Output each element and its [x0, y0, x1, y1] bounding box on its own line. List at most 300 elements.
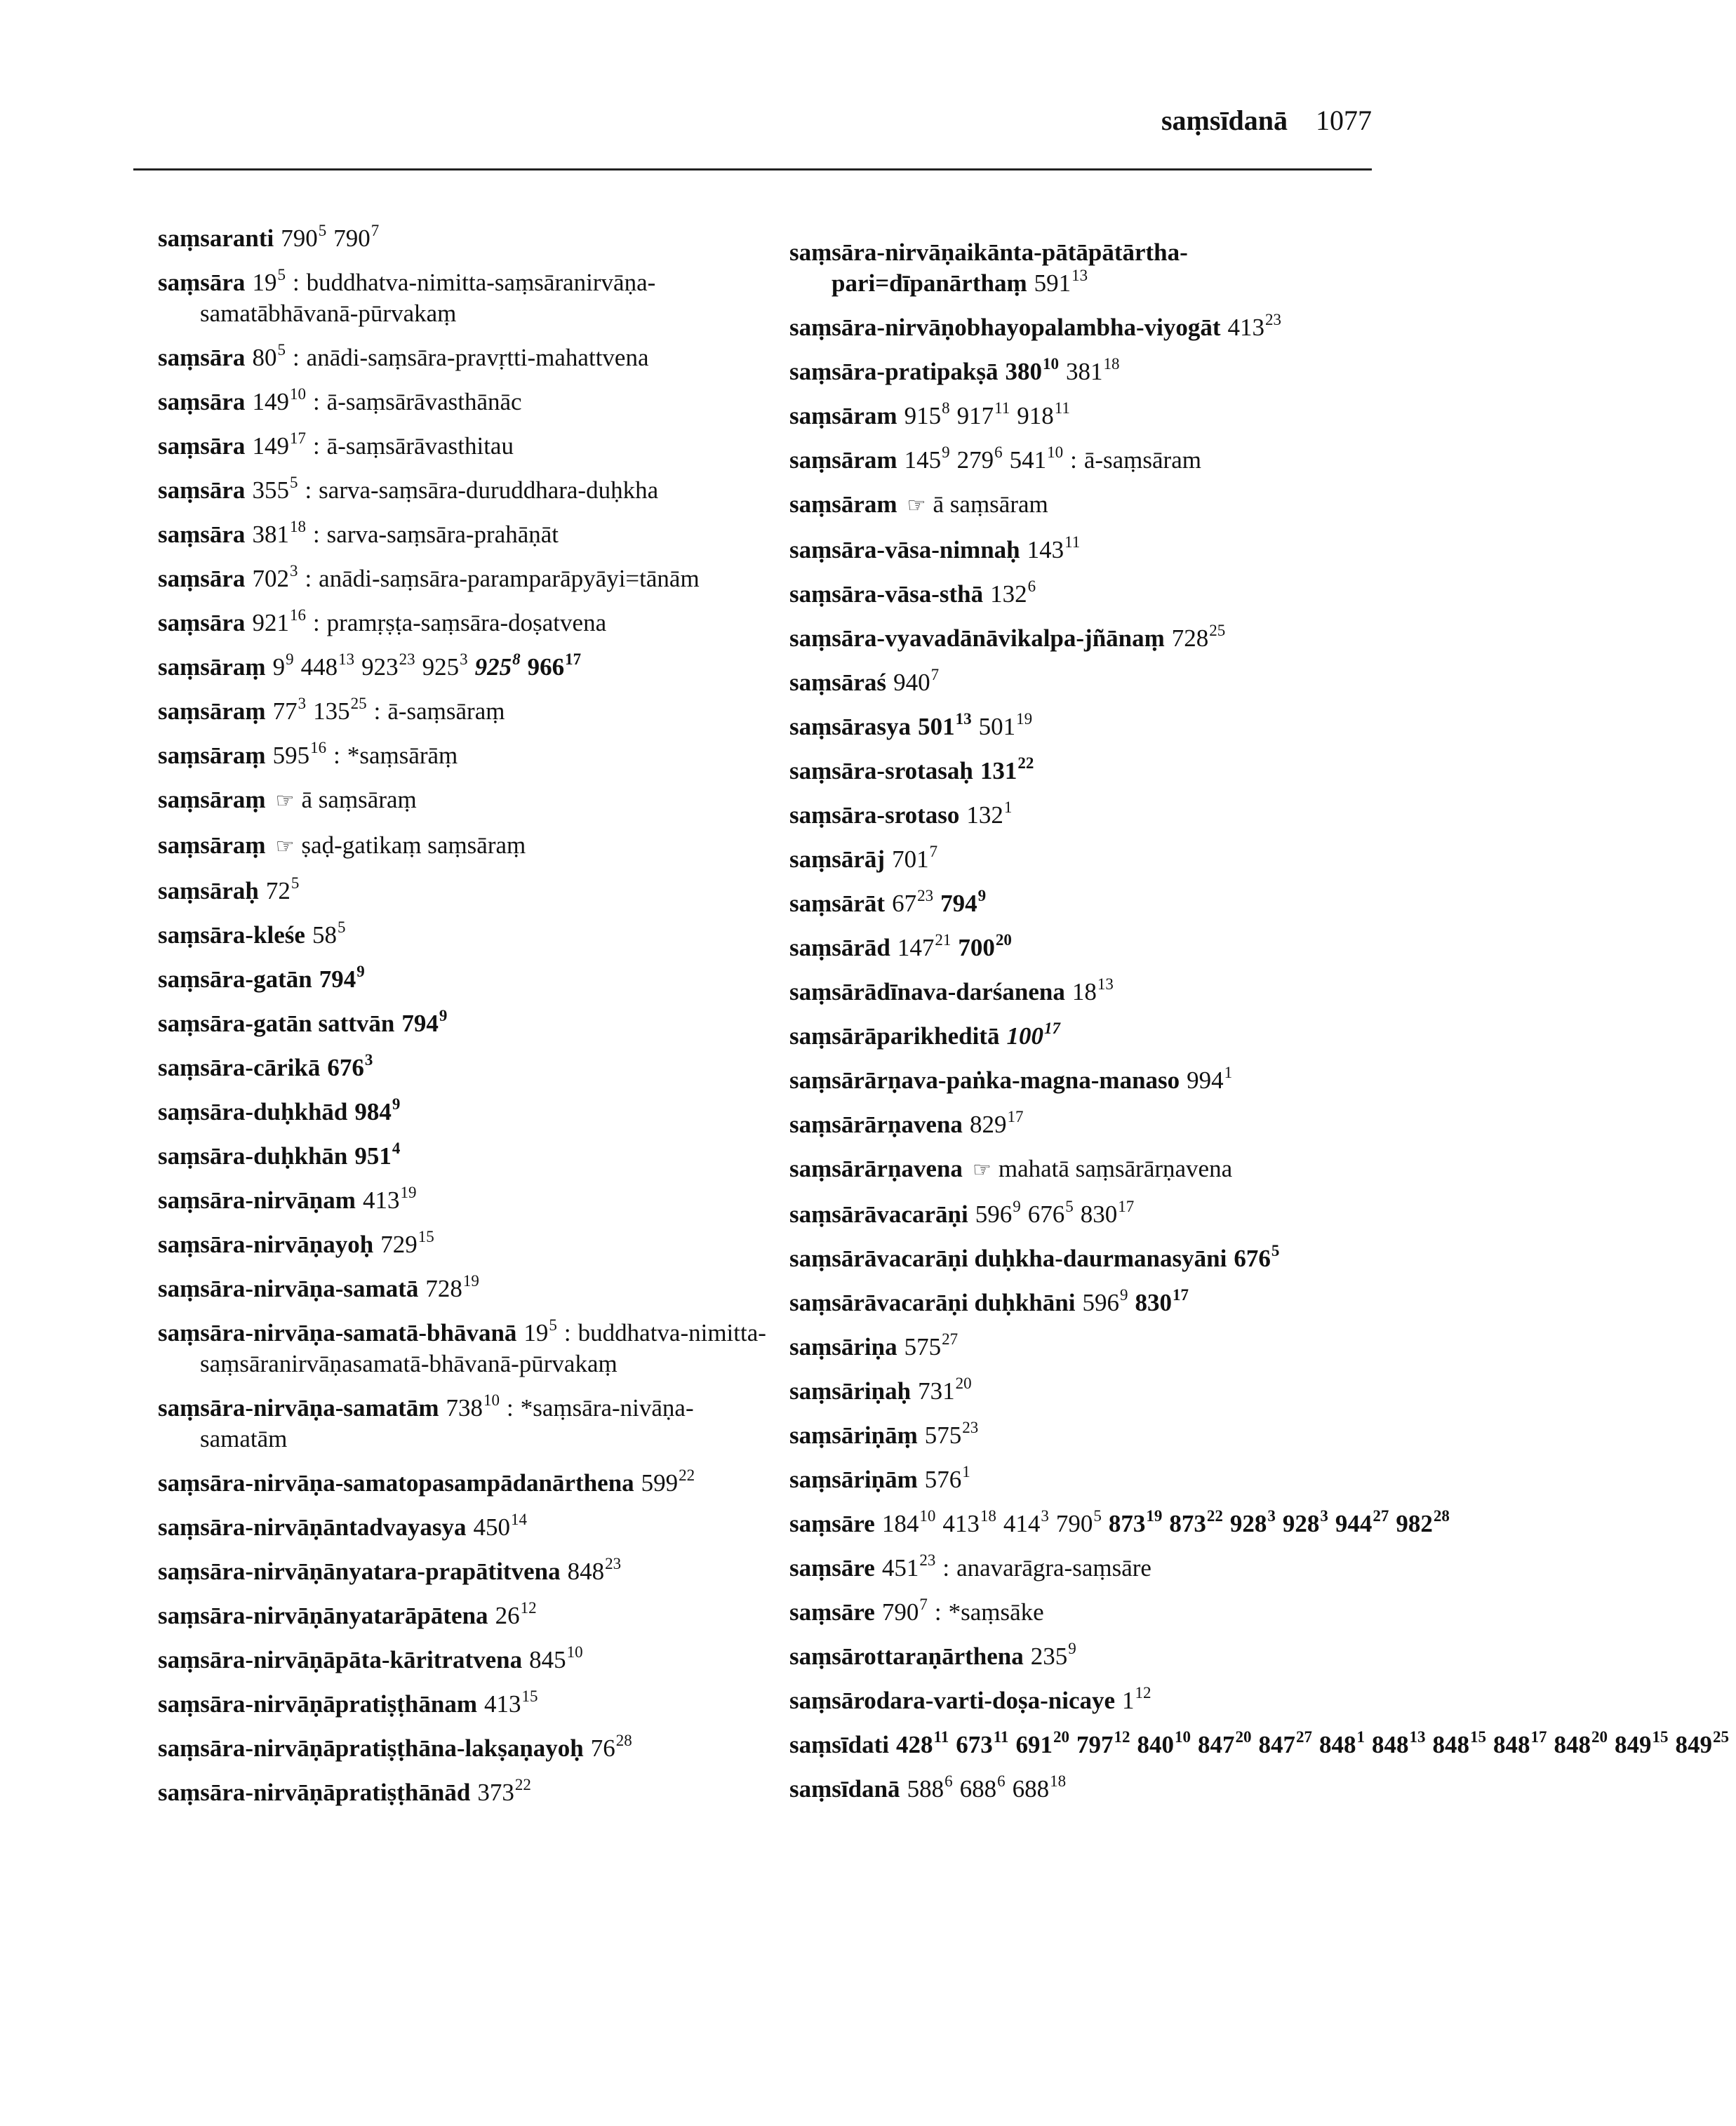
page-reference	[313, 697, 367, 725]
entry-context: *saṃsāra-nivāṇa-samatām	[200, 1394, 694, 1452]
page-number-ref: 131	[980, 757, 1017, 784]
entry-headword: saṃsāraṃ	[158, 742, 266, 769]
page-reference	[1197, 1728, 1252, 1758]
line-number-ref: 1	[1356, 1728, 1365, 1746]
pointing-hand-icon: ☞	[907, 494, 926, 517]
index-entry	[158, 1273, 775, 1304]
page-reference	[591, 1734, 632, 1762]
colon-separator: :	[305, 476, 312, 504]
line-number-ref: 6	[994, 443, 1003, 461]
pointing-hand-icon: ☞	[972, 1158, 991, 1182]
line-number-ref: 8	[512, 650, 521, 668]
entry-headword: saṃsārād	[789, 934, 890, 961]
index-entry	[789, 1288, 1414, 1318]
line-number-ref: 1	[962, 1463, 970, 1480]
cross-reference: ā saṃsāram	[933, 490, 1048, 518]
page-reference	[881, 1551, 936, 1582]
page-reference	[1108, 1507, 1163, 1537]
line-number-ref: 7	[919, 1596, 928, 1613]
index-entry	[158, 608, 775, 639]
entry-headword: saṃsāra-nirvāṇam	[158, 1186, 356, 1214]
entry-references	[892, 887, 993, 917]
page-number-ref: 596	[1082, 1289, 1119, 1316]
entry-context: ā-saṃsārāvasthitau	[326, 432, 514, 460]
entry-headword: saṃsāra-vyavadānāvikalpa-jñānaṃ	[789, 624, 1165, 652]
page-reference	[495, 1599, 537, 1629]
entry-references	[252, 429, 313, 460]
entry-references	[327, 1051, 380, 1081]
index-entry	[158, 1645, 775, 1676]
left-column	[158, 223, 775, 1821]
page-reference	[327, 1051, 373, 1081]
entry-headword: saṃsīdati	[789, 1731, 889, 1758]
page-number-ref: 18	[1071, 978, 1097, 1005]
cross-reference: ā saṃsāraṃ	[301, 786, 417, 813]
entry-headword: saṃsāra-nirvāṇānyatara-prapātitvena	[158, 1558, 561, 1585]
index-entry	[789, 535, 1414, 566]
page-reference	[1493, 1728, 1547, 1758]
page-reference	[527, 650, 582, 681]
page-reference	[252, 562, 298, 592]
entry-headword: saṃsāra-nirvāṇa-samatā	[158, 1275, 419, 1302]
entry-references	[892, 845, 944, 873]
index-entry	[158, 1733, 775, 1764]
page-number-ref: 790	[333, 225, 370, 252]
page-number-ref: 940	[893, 669, 930, 696]
page-number-ref: 728	[1171, 624, 1209, 652]
page-number-ref: 588	[907, 1775, 944, 1803]
line-number-ref: 13	[1071, 267, 1088, 284]
index-entry	[158, 1141, 775, 1172]
page-number-ref: 845	[529, 1646, 566, 1673]
page-number-ref: 9	[272, 653, 286, 681]
page-number-ref: 794	[401, 1010, 439, 1037]
page-number-ref: 67	[892, 890, 917, 917]
colon-separator: :	[312, 609, 320, 636]
page-number-ref: 147	[897, 934, 935, 961]
index-entry	[158, 563, 775, 594]
entry-references	[918, 1377, 979, 1405]
entry-references	[1227, 311, 1289, 341]
entry-headword: saṃsāram	[789, 402, 897, 429]
line-number-ref: 27	[1295, 1728, 1312, 1746]
page-reference	[892, 887, 934, 917]
index-entry	[158, 740, 775, 771]
line-number-ref: 22	[679, 1466, 695, 1484]
index-entry	[789, 445, 1414, 476]
entry-references	[363, 1186, 424, 1214]
entry-headword: saṃsāra-srotaso	[789, 801, 960, 829]
entry-references	[401, 1007, 454, 1037]
page-number-ref: 76	[590, 1734, 615, 1762]
entry-headword: saṃsārāj	[789, 845, 886, 873]
entry-references	[591, 1734, 639, 1762]
page-reference	[265, 874, 300, 904]
entry-context: ā-saṃsārāvasthānāc	[326, 388, 522, 415]
line-number-ref: 17	[565, 650, 582, 668]
index-entry	[789, 1553, 1414, 1584]
entry-references	[495, 1599, 544, 1629]
entry-references	[882, 1598, 935, 1626]
page-reference	[252, 606, 306, 636]
index-entry	[789, 977, 1414, 1008]
page-reference	[940, 887, 987, 917]
page-reference	[1335, 1507, 1389, 1537]
entry-headword: saṃsāraś	[789, 669, 887, 696]
page-number-ref: 575	[904, 1333, 942, 1360]
line-number-ref: 19	[400, 1184, 417, 1201]
page-number-ref: 918	[1017, 402, 1054, 429]
index-entry	[789, 1597, 1414, 1628]
page-reference	[252, 429, 306, 460]
page-number-ref: 848	[1554, 1731, 1591, 1758]
index-entry	[789, 1154, 1414, 1186]
entry-references	[477, 1776, 538, 1806]
line-number-ref: 13	[955, 710, 972, 728]
entry-references	[895, 1728, 1736, 1758]
line-number-ref: 15	[521, 1687, 538, 1705]
entry-headword: saṃsāriṇāṃ	[789, 1422, 918, 1449]
page-number-ref: 848	[567, 1558, 605, 1585]
entry-references	[319, 965, 372, 993]
index-entry	[158, 1008, 775, 1039]
line-number-ref: 19	[1146, 1507, 1163, 1525]
line-number-ref: 18	[980, 1507, 996, 1525]
page-number-ref: 849	[1614, 1731, 1652, 1758]
page-number-ref: 676	[327, 1054, 364, 1081]
entry-headword: saṃsārāvacarāṇi duḥkha-daurmanasyāni	[789, 1245, 1227, 1272]
page-number-ref: 848	[1493, 1731, 1530, 1758]
entry-references	[897, 931, 1019, 961]
entry-references	[975, 1198, 1142, 1228]
index-entry	[789, 312, 1414, 343]
line-number-ref: 20	[1235, 1728, 1252, 1746]
page-number-ref: 381	[252, 521, 289, 548]
page-number-ref: 184	[881, 1510, 919, 1537]
page-number-ref: 448	[300, 653, 338, 681]
entry-headword: saṃsāriṇām	[789, 1466, 918, 1493]
page-reference	[1055, 1507, 1102, 1537]
page-number: 1077	[1316, 105, 1372, 136]
page-number-ref: 928	[1229, 1510, 1267, 1537]
index-entry	[789, 1332, 1414, 1363]
page-number-ref: 450	[473, 1513, 510, 1541]
index-entry	[158, 475, 775, 506]
page-reference	[252, 518, 306, 548]
line-number-ref: 1	[1224, 1064, 1233, 1081]
entry-references	[966, 798, 1019, 829]
line-number-ref: 5	[1271, 1242, 1280, 1259]
index-entry	[158, 1468, 775, 1499]
index-entry	[158, 1229, 775, 1260]
page-number-ref: 984	[354, 1098, 392, 1125]
line-number-ref: 18	[1050, 1772, 1067, 1790]
index-entry	[789, 579, 1414, 610]
page-reference	[1005, 355, 1060, 385]
page-number-ref: 19	[523, 1319, 549, 1346]
entry-references	[907, 1772, 1074, 1803]
line-number-ref: 17	[1007, 1108, 1024, 1125]
line-number-ref: 10	[566, 1643, 583, 1661]
entry-references	[252, 266, 293, 296]
line-number-ref: 17	[1043, 1019, 1060, 1037]
index-entry	[158, 652, 775, 683]
page-reference	[956, 443, 1003, 474]
page-reference	[907, 1772, 953, 1803]
page-number-ref: 794	[319, 965, 356, 993]
page-number-ref: 848	[1432, 1731, 1469, 1758]
page-reference	[1003, 1507, 1049, 1537]
page-number-ref: 794	[940, 890, 977, 917]
entry-references	[265, 874, 307, 904]
colon-separator: :	[305, 565, 312, 592]
page-reference	[1034, 269, 1088, 297]
page-number-ref: 790	[1055, 1510, 1093, 1537]
page-reference	[956, 399, 1010, 429]
page-reference	[966, 798, 1013, 829]
entry-headword: saṃsīdanā	[789, 1775, 900, 1803]
page-number-ref: 702	[252, 565, 289, 592]
index-entry	[158, 1052, 775, 1083]
page-number-ref: 58	[312, 921, 337, 949]
page-number-ref: 840	[1137, 1731, 1174, 1758]
index-entry	[789, 1641, 1414, 1672]
line-number-ref: 5	[318, 222, 327, 239]
page-reference	[918, 710, 972, 740]
index-entry	[789, 667, 1414, 698]
page-reference	[1076, 1728, 1130, 1758]
entry-references	[904, 1330, 966, 1360]
line-number-ref: 3	[460, 650, 468, 668]
page-reference	[474, 650, 521, 681]
line-number-ref: 17	[1118, 1198, 1135, 1215]
entry-references	[1234, 1242, 1286, 1272]
page-reference	[1015, 1728, 1069, 1758]
page-reference	[361, 650, 415, 681]
page-number-ref: 595	[272, 742, 310, 769]
page-reference	[473, 1513, 527, 1541]
page-number-ref: 921	[252, 609, 289, 636]
page-reference	[1027, 533, 1081, 563]
entry-headword: saṃsārāparikheditā	[789, 1022, 1000, 1050]
entry-references	[252, 341, 293, 371]
line-number-ref: 11	[993, 1728, 1009, 1746]
entry-headword: saṃsāra	[158, 432, 246, 460]
page-number-ref: 413	[362, 1186, 400, 1214]
page-reference	[1137, 1728, 1191, 1758]
line-number-ref: 23	[917, 887, 934, 904]
entry-headword: saṃsāra-cārikā	[158, 1054, 321, 1081]
index-entry	[158, 1393, 775, 1455]
page-number-ref: 575	[924, 1422, 962, 1449]
page-reference	[401, 1007, 448, 1037]
page-number-ref: 925	[474, 653, 512, 681]
colon-separator: :	[934, 1598, 942, 1626]
line-number-ref: 20	[995, 931, 1012, 949]
line-number-ref: 5	[337, 918, 346, 936]
page-reference	[924, 1463, 970, 1493]
page-reference	[1258, 1728, 1312, 1758]
page-reference	[641, 1466, 695, 1497]
line-number-ref: 16	[310, 739, 327, 756]
entry-references	[272, 739, 334, 769]
entry-headword: saṃsāra-nirvāṇa-samatopasampādanārthena	[158, 1469, 634, 1497]
page-reference	[956, 1728, 1009, 1758]
page-reference	[1027, 1198, 1074, 1228]
page-reference	[958, 931, 1012, 961]
page-number-ref: 100	[1006, 1022, 1043, 1050]
line-number-ref: 10	[1043, 355, 1060, 373]
line-number-ref: 28	[615, 1732, 632, 1749]
page-number-ref: 676	[1234, 1245, 1271, 1272]
line-number-ref: 5	[289, 474, 298, 491]
page-reference	[422, 650, 468, 681]
page-reference	[312, 918, 346, 949]
line-number-ref: 6	[944, 1772, 953, 1790]
entry-headword: saṃsārāt	[789, 890, 886, 917]
entry-references	[641, 1466, 702, 1497]
page-number-ref: 541	[1009, 446, 1047, 474]
entry-references	[990, 577, 1043, 608]
line-number-ref: 25	[1712, 1728, 1729, 1746]
entry-headword: saṃsāraṃ	[158, 786, 266, 813]
index-entry	[789, 1021, 1414, 1052]
entry-headword: saṃsārodara-varti-doṣa-nicaye	[789, 1687, 1116, 1714]
page-reference	[904, 1330, 959, 1360]
page-number-ref: 413	[1227, 314, 1265, 341]
entry-context: sarva-saṃsāra-prahāṇāt	[326, 521, 559, 548]
entry-headword: saṃsāre	[789, 1598, 875, 1626]
line-number-ref: 10	[483, 1391, 500, 1409]
page-number-ref: 829	[969, 1111, 1007, 1138]
entry-headword: saṃsāra-nirvāṇāpratiṣṭhānād	[158, 1779, 471, 1806]
line-number-ref: 7	[370, 222, 380, 239]
line-number-ref: 7	[929, 843, 938, 860]
entry-references	[1082, 1286, 1196, 1316]
entry-references	[425, 1272, 486, 1302]
page-number-ref: 135	[313, 697, 350, 725]
line-number-ref: 5	[277, 266, 286, 283]
page-number-ref: 72	[265, 877, 291, 904]
index-entry	[158, 876, 775, 907]
page-number-ref: 691	[1015, 1731, 1053, 1758]
page-number-ref: 591	[1034, 269, 1071, 297]
page-number-ref: 428	[895, 1731, 933, 1758]
line-number-ref: 3	[364, 1051, 373, 1069]
entry-headword: saṃsāra	[158, 565, 246, 592]
entry-references	[252, 562, 305, 592]
line-number-ref: 15	[418, 1228, 434, 1245]
entry-headword: saṃsāra-nirvāṇāpratiṣṭhāna-lakṣaṇayoḥ	[158, 1734, 584, 1762]
page-number-ref: 982	[1396, 1510, 1433, 1537]
page-reference	[1396, 1507, 1450, 1537]
line-number-ref: 11	[1064, 533, 1081, 551]
index-entry	[789, 1109, 1414, 1140]
page-reference	[1006, 1019, 1060, 1050]
line-number-ref: 3	[1267, 1507, 1276, 1525]
page-number-ref: 19	[252, 269, 277, 296]
line-number-ref: 10	[289, 385, 306, 403]
entry-references	[881, 1551, 943, 1582]
page-reference	[1172, 624, 1226, 652]
entry-headword: saṃsāra-nirvāṇobhayopalambha-viyogāt	[789, 314, 1221, 341]
entry-references	[354, 1139, 407, 1170]
entry-references	[1122, 1684, 1159, 1714]
entry-context: anavarāgra-saṃsāre	[956, 1554, 1151, 1582]
page-reference	[882, 1598, 928, 1626]
entry-headword: saṃsāre	[789, 1554, 875, 1582]
line-number-ref: 5	[549, 1316, 557, 1334]
entry-references	[380, 1228, 441, 1258]
entry-references	[1071, 975, 1121, 1005]
entry-references	[567, 1555, 629, 1585]
line-number-ref: 23	[399, 650, 415, 668]
line-number-ref: 9	[392, 1095, 401, 1113]
entry-headword: saṃsaranti	[158, 225, 274, 252]
page-reference	[1187, 1064, 1233, 1094]
entry-references	[904, 443, 1071, 474]
page-reference	[1282, 1507, 1328, 1537]
entry-headword: saṃsāriṇaḥ	[789, 1377, 912, 1405]
page-reference	[924, 1419, 979, 1449]
entry-headword: saṃsāra	[158, 344, 246, 371]
index-entry	[789, 623, 1414, 654]
colon-separator: :	[292, 344, 300, 371]
line-number-ref: 19	[462, 1272, 479, 1290]
line-number-ref: 10	[919, 1507, 936, 1525]
line-number-ref: 13	[1097, 975, 1114, 993]
entry-references	[272, 650, 589, 681]
entry-headword: saṃsāra-nirvāṇa-samatām	[158, 1394, 439, 1422]
page-reference	[425, 1272, 479, 1302]
page-reference	[1675, 1728, 1729, 1758]
page-number-ref: 928	[1282, 1510, 1320, 1537]
line-number-ref: 3	[1320, 1507, 1328, 1525]
line-number-ref: 20	[955, 1375, 972, 1392]
page-reference	[1135, 1286, 1189, 1316]
colon-separator: :	[373, 697, 381, 725]
page-reference	[1371, 1728, 1426, 1758]
page-reference	[319, 965, 365, 993]
line-number-ref: 27	[1373, 1507, 1389, 1525]
entry-headword: saṃsāra-nirvāṇānyatarāpātena	[158, 1602, 488, 1629]
entry-references	[473, 1513, 534, 1541]
entry-headword: saṃsārottaraṇārthena	[789, 1643, 1024, 1670]
page-number-ref: 501	[918, 713, 955, 740]
entry-headword: saṃsāram	[789, 490, 897, 518]
entry-references	[1034, 269, 1095, 297]
entry-headword: saṃsāra	[158, 269, 246, 296]
index-entry	[158, 784, 775, 817]
page-reference	[975, 1198, 1021, 1228]
page-number-ref: 944	[1335, 1510, 1373, 1537]
page-reference	[273, 697, 307, 725]
entry-context: ā-saṃsāram	[1083, 446, 1201, 474]
index-entry	[789, 1243, 1414, 1274]
line-number-ref: 22	[514, 1776, 531, 1793]
page-number-ref: 848	[1371, 1731, 1409, 1758]
page-reference	[990, 577, 1036, 608]
entry-references	[252, 518, 313, 548]
line-number-ref: 13	[1409, 1728, 1426, 1746]
entry-references	[1027, 533, 1088, 563]
entry-references	[1172, 624, 1233, 652]
page-number-ref: 149	[252, 388, 289, 415]
entry-context: anādi-saṃsāra-paramparāpyāyi=tānām	[319, 565, 700, 592]
page-reference	[380, 1228, 434, 1258]
index-entry	[158, 342, 775, 373]
page-reference	[281, 222, 327, 252]
